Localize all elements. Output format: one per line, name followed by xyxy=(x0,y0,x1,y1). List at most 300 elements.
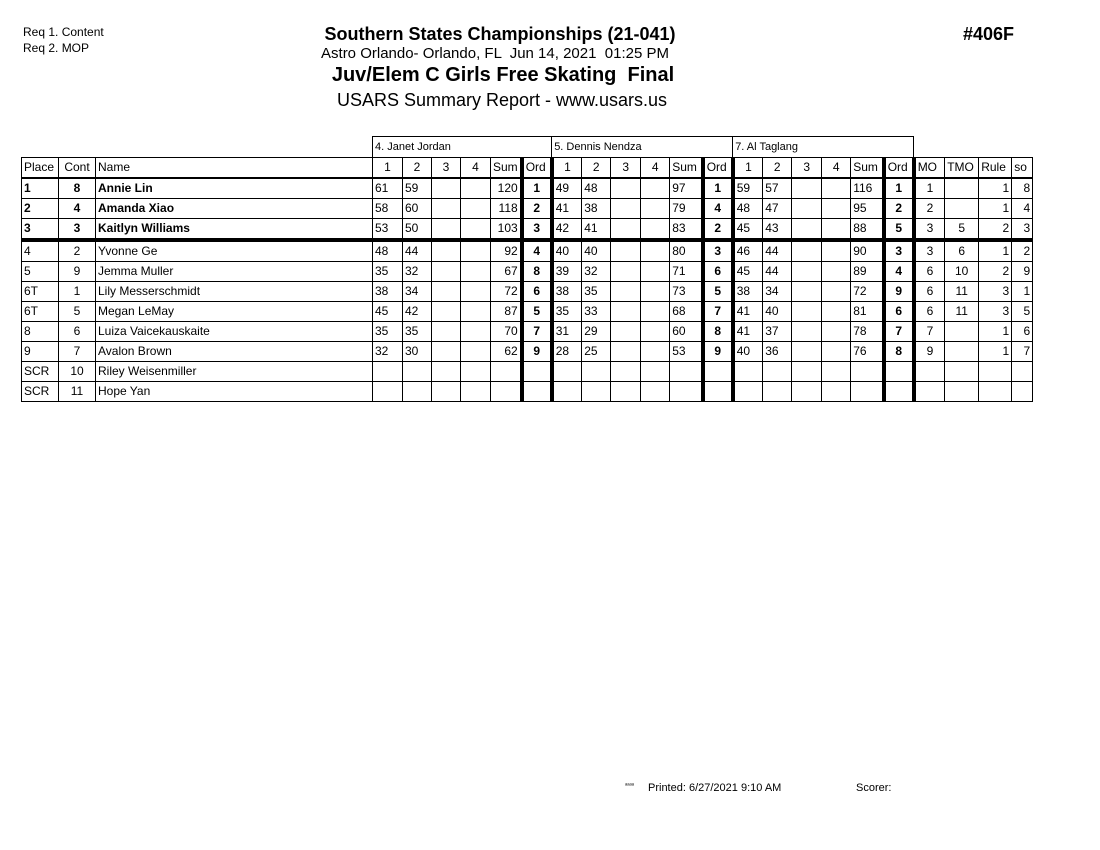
judge-1-ord-cell xyxy=(522,382,552,402)
judge-1-ord-cell: 4 xyxy=(522,240,552,262)
judge-1-score-4-cell xyxy=(461,199,491,219)
place-cell: 9 xyxy=(22,342,59,362)
judge-2-score-1-cell: 41 xyxy=(552,199,582,219)
judge-3-score-3-cell xyxy=(792,178,822,199)
judge-3-score-1-cell: 45 xyxy=(733,219,763,241)
judge-1-score-2-cell: 34 xyxy=(403,282,432,302)
judge-3-score-4-cell xyxy=(822,322,851,342)
judge-1-score-1-cell: 35 xyxy=(373,322,403,342)
rule-cell: 2 xyxy=(979,219,1012,241)
judge-2-score-4-cell xyxy=(641,262,670,282)
judge-1-score-1-cell: 45 xyxy=(373,302,403,322)
judge-2-sum-cell: 83 xyxy=(670,219,703,241)
judge-2-score-3-cell xyxy=(611,240,641,262)
judge-1-score-1-cell: 48 xyxy=(373,240,403,262)
judge-2-score-3-cell xyxy=(611,219,641,241)
judge-3-score-2-cell: 44 xyxy=(763,262,792,282)
judge-3-ord-cell: 9 xyxy=(884,282,914,302)
tmo-cell xyxy=(945,342,979,362)
judge-3-score-2-cell xyxy=(763,382,792,402)
tmo-cell: 5 xyxy=(945,219,979,241)
judge-3-sum-cell: 116 xyxy=(851,178,884,199)
tmo-cell: 11 xyxy=(945,302,979,322)
col-j2-sum: Sum xyxy=(670,158,703,179)
judge-3-score-4-cell xyxy=(822,302,851,322)
judge-2-score-3-cell xyxy=(611,362,641,382)
judge-3-score-3-cell xyxy=(792,342,822,362)
mo-cell: 3 xyxy=(914,219,945,241)
col-tmo: TMO xyxy=(945,158,979,179)
rule-cell: 1 xyxy=(979,322,1012,342)
so-cell: 1 xyxy=(1012,282,1033,302)
judge-1-ord-cell: 3 xyxy=(522,219,552,241)
judge-1-score-3-cell xyxy=(432,282,461,302)
requirement-2: Req 2. MOP xyxy=(23,41,90,55)
judge-3-ord-cell: 5 xyxy=(884,219,914,241)
judge-3-score-1-cell: 48 xyxy=(733,199,763,219)
col-j3-1: 1 xyxy=(733,158,763,179)
judge-1-sum-cell: 118 xyxy=(491,199,522,219)
judge-2-score-3-cell xyxy=(611,342,641,362)
cont-cell: 11 xyxy=(59,382,96,402)
cont-cell: 4 xyxy=(59,199,96,219)
judge-1-sum-cell: 70 xyxy=(491,322,522,342)
judge-3-ord-cell: 2 xyxy=(884,199,914,219)
mo-cell xyxy=(914,362,945,382)
table-row xyxy=(22,240,1033,262)
judge-2-score-2-cell: 38 xyxy=(582,199,611,219)
judge-1-score-4-cell xyxy=(461,240,491,262)
place-cell: 8 xyxy=(22,322,59,342)
judge-1-sum-cell xyxy=(491,382,522,402)
location-datetime: Astro Orlando- Orlando, FL Jun 14, 2021 01:25 PM xyxy=(321,45,669,62)
judge-3-label: 7. Al Taglang xyxy=(733,137,914,158)
judge-1-score-4-cell xyxy=(461,262,491,282)
judge-2-sum-cell: 80 xyxy=(670,240,703,262)
judge-3-score-3-cell xyxy=(792,199,822,219)
judge-1-score-2-cell: 60 xyxy=(403,199,432,219)
judge-1-ord-cell xyxy=(522,362,552,382)
judge-3-sum-cell xyxy=(851,362,884,382)
judge-2-score-1-cell: 35 xyxy=(552,302,582,322)
judge-2-ord-cell: 2 xyxy=(703,219,733,241)
judge-1-score-4-cell xyxy=(461,362,491,382)
judge-3-ord-cell: 4 xyxy=(884,262,914,282)
name-cell: Annie Lin xyxy=(96,178,373,199)
place-cell: 5 xyxy=(22,262,59,282)
judge-3-score-2-cell: 43 xyxy=(763,219,792,241)
place-cell: 6T xyxy=(22,282,59,302)
report-title: USARS Summary Report - www.usars.us xyxy=(336,90,668,110)
tmo-cell xyxy=(945,199,979,219)
judge-2-score-1-cell: 49 xyxy=(552,178,582,199)
judge-3-score-4-cell xyxy=(822,240,851,262)
judge-3-ord-cell xyxy=(884,382,914,402)
judge-3-score-2-cell: 40 xyxy=(763,302,792,322)
judge-1-score-4-cell xyxy=(461,178,491,199)
mo-cell: 2 xyxy=(914,199,945,219)
place-cell: 4 xyxy=(22,240,59,262)
table-row xyxy=(22,302,1033,322)
judge-1-score-3-cell xyxy=(432,382,461,402)
judge-2-ord-cell: 9 xyxy=(703,342,733,362)
rule-cell: 1 xyxy=(979,342,1012,362)
tmo-cell xyxy=(945,178,979,199)
col-j2-2: 2 xyxy=(582,158,611,179)
judge-3-score-3-cell xyxy=(792,382,822,402)
mo-cell: 6 xyxy=(914,262,945,282)
judge-3-score-3-cell xyxy=(792,240,822,262)
col-place: Place xyxy=(22,158,59,179)
judge-1-score-2-cell: 44 xyxy=(403,240,432,262)
judge-3-score-3-cell xyxy=(792,262,822,282)
judge-1-sum-cell: 120 xyxy=(491,178,522,199)
judge-2-score-2-cell: 41 xyxy=(582,219,611,241)
mo-cell: 6 xyxy=(914,302,945,322)
judge-1-score-4-cell xyxy=(461,219,491,241)
judge-3-score-4-cell xyxy=(822,219,851,241)
judge-3-score-1-cell: 45 xyxy=(733,262,763,282)
judge-3-score-2-cell: 44 xyxy=(763,240,792,262)
judge-3-score-2-cell: 34 xyxy=(763,282,792,302)
judge-3-score-1-cell xyxy=(733,382,763,402)
judge-3-score-4-cell xyxy=(822,178,851,199)
judge-3-sum-cell: 95 xyxy=(851,199,884,219)
judge-3-score-2-cell: 57 xyxy=(763,178,792,199)
table-row xyxy=(22,362,1033,382)
col-name: Name xyxy=(96,158,373,179)
rule-cell: 3 xyxy=(979,302,1012,322)
judge-header-row xyxy=(22,137,1033,158)
print-mark: ₐₐₐₐ xyxy=(625,781,634,787)
rule-cell: 1 xyxy=(979,178,1012,199)
judge-3-score-3-cell xyxy=(792,282,822,302)
judge-2-score-4-cell xyxy=(641,219,670,241)
judge-1-score-3-cell xyxy=(432,322,461,342)
judge-1-score-2-cell xyxy=(403,362,432,382)
judge-1-score-2-cell xyxy=(403,382,432,402)
so-cell: 6 xyxy=(1012,322,1033,342)
judge-1-ord-cell: 1 xyxy=(522,178,552,199)
judge-2-score-2-cell: 32 xyxy=(582,262,611,282)
judge-3-score-2-cell xyxy=(763,362,792,382)
judge-2-score-1-cell xyxy=(552,362,582,382)
rule-cell: 3 xyxy=(979,282,1012,302)
judge-1-label: 4. Janet Jordan xyxy=(373,137,552,158)
judge-1-score-3-cell xyxy=(432,240,461,262)
tmo-cell xyxy=(945,362,979,382)
judge-1-score-4-cell xyxy=(461,302,491,322)
cont-cell: 2 xyxy=(59,240,96,262)
cont-cell: 8 xyxy=(59,178,96,199)
cont-cell: 3 xyxy=(59,219,96,241)
judge-1-score-2-cell: 32 xyxy=(403,262,432,282)
judge-2-ord-cell: 6 xyxy=(703,262,733,282)
judge-2-score-3-cell xyxy=(611,262,641,282)
table-row xyxy=(22,199,1033,219)
judge-1-score-1-cell: 35 xyxy=(373,262,403,282)
category-title: Juv/Elem C Girls Free Skating Final xyxy=(331,64,675,86)
judge-3-sum-cell: 88 xyxy=(851,219,884,241)
judge-3-sum-cell: 72 xyxy=(851,282,884,302)
judge-2-score-3-cell xyxy=(611,199,641,219)
judge-2-sum-cell: 73 xyxy=(670,282,703,302)
judge-2-score-2-cell: 35 xyxy=(582,282,611,302)
judge-1-score-3-cell xyxy=(432,262,461,282)
judge-2-score-1-cell: 38 xyxy=(552,282,582,302)
judge-2-sum-cell: 53 xyxy=(670,342,703,362)
col-j1-sum: Sum xyxy=(491,158,522,179)
judge-1-score-1-cell: 58 xyxy=(373,199,403,219)
judge-2-score-4-cell xyxy=(641,302,670,322)
col-j1-3: 3 xyxy=(432,158,461,179)
judge-3-score-2-cell: 36 xyxy=(763,342,792,362)
judge-3-sum-cell: 76 xyxy=(851,342,884,362)
judge-3-score-1-cell: 59 xyxy=(733,178,763,199)
judge-2-ord-cell xyxy=(703,362,733,382)
judge-2-sum-cell xyxy=(670,382,703,402)
judge-1-sum-cell: 103 xyxy=(491,219,522,241)
col-mo: MO xyxy=(914,158,945,179)
judge-2-score-4-cell xyxy=(641,178,670,199)
judge-1-score-3-cell xyxy=(432,342,461,362)
col-j2-1: 1 xyxy=(552,158,582,179)
cont-cell: 5 xyxy=(59,302,96,322)
judge-1-sum-cell xyxy=(491,362,522,382)
table-row xyxy=(22,342,1033,362)
judge-3-ord-cell: 1 xyxy=(884,178,914,199)
name-cell: Megan LeMay xyxy=(96,302,373,322)
judge-2-sum-cell: 79 xyxy=(670,199,703,219)
judge-3-ord-cell: 8 xyxy=(884,342,914,362)
judge-3-score-3-cell xyxy=(792,362,822,382)
judge-2-score-3-cell xyxy=(611,178,641,199)
judge-2-score-2-cell: 40 xyxy=(582,240,611,262)
table-row xyxy=(22,282,1033,302)
scorer-label: Scorer: xyxy=(856,782,892,794)
mo-cell xyxy=(914,382,945,402)
so-cell: 4 xyxy=(1012,199,1033,219)
judge-1-sum-cell: 72 xyxy=(491,282,522,302)
judge-2-score-1-cell: 40 xyxy=(552,240,582,262)
judge-3-score-4-cell xyxy=(822,382,851,402)
judge-1-ord-cell: 7 xyxy=(522,322,552,342)
judge-1-score-4-cell xyxy=(461,322,491,342)
cont-cell: 9 xyxy=(59,262,96,282)
judge-1-score-2-cell: 42 xyxy=(403,302,432,322)
judge-1-score-3-cell xyxy=(432,362,461,382)
judge-3-ord-cell xyxy=(884,362,914,382)
judge-2-score-3-cell xyxy=(611,302,641,322)
judge-3-score-2-cell: 37 xyxy=(763,322,792,342)
judge-2-ord-cell: 8 xyxy=(703,322,733,342)
judge-2-sum-cell xyxy=(670,362,703,382)
judge-2-ord-cell: 4 xyxy=(703,199,733,219)
col-j1-1: 1 xyxy=(373,158,403,179)
cont-cell: 7 xyxy=(59,342,96,362)
judge-3-ord-cell: 6 xyxy=(884,302,914,322)
so-cell: 7 xyxy=(1012,342,1033,362)
rule-cell: 1 xyxy=(979,240,1012,262)
mo-cell: 1 xyxy=(914,178,945,199)
tmo-cell xyxy=(945,382,979,402)
judge-2-label: 5. Dennis Nendza xyxy=(552,137,733,158)
judge-3-score-2-cell: 47 xyxy=(763,199,792,219)
judge-2-score-1-cell: 31 xyxy=(552,322,582,342)
judge-1-score-2-cell: 50 xyxy=(403,219,432,241)
place-cell: 1 xyxy=(22,178,59,199)
judge-3-score-1-cell: 41 xyxy=(733,302,763,322)
tmo-cell: 10 xyxy=(945,262,979,282)
col-j1-2: 2 xyxy=(403,158,432,179)
name-cell: Kaitlyn Williams xyxy=(96,219,373,241)
judge-3-score-4-cell xyxy=(822,362,851,382)
judge-2-score-2-cell: 33 xyxy=(582,302,611,322)
judge-2-score-4-cell xyxy=(641,362,670,382)
judge-3-score-1-cell: 41 xyxy=(733,322,763,342)
judge-1-ord-cell: 9 xyxy=(522,342,552,362)
judge-3-score-4-cell xyxy=(822,262,851,282)
tmo-cell: 6 xyxy=(945,240,979,262)
rule-cell xyxy=(979,382,1012,402)
judge-1-sum-cell: 67 xyxy=(491,262,522,282)
so-cell: 2 xyxy=(1012,240,1033,262)
judge-2-score-2-cell: 48 xyxy=(582,178,611,199)
tmo-cell xyxy=(945,322,979,342)
judge-1-sum-cell: 62 xyxy=(491,342,522,362)
judge-2-score-4-cell xyxy=(641,240,670,262)
col-j3-2: 2 xyxy=(763,158,792,179)
judge-3-sum-cell: 81 xyxy=(851,302,884,322)
requirement-1: Req 1. Content xyxy=(23,25,104,39)
judge-1-score-3-cell xyxy=(432,302,461,322)
judge-2-score-2-cell: 25 xyxy=(582,342,611,362)
judge-3-sum-cell: 78 xyxy=(851,322,884,342)
judge-3-score-1-cell: 40 xyxy=(733,342,763,362)
col-rule: Rule xyxy=(979,158,1012,179)
judge-1-score-4-cell xyxy=(461,382,491,402)
col-j3-4: 4 xyxy=(822,158,851,179)
mo-cell: 6 xyxy=(914,282,945,302)
judge-1-score-1-cell xyxy=(373,382,403,402)
judge-2-sum-cell: 68 xyxy=(670,302,703,322)
judge-3-score-3-cell xyxy=(792,322,822,342)
judge-2-ord-cell xyxy=(703,382,733,402)
cont-cell: 1 xyxy=(59,282,96,302)
judge-2-ord-cell: 3 xyxy=(703,240,733,262)
rule-cell: 1 xyxy=(979,199,1012,219)
so-cell: 9 xyxy=(1012,262,1033,282)
judge-3-sum-cell: 90 xyxy=(851,240,884,262)
so-cell xyxy=(1012,362,1033,382)
judge-2-ord-cell: 7 xyxy=(703,302,733,322)
judge-1-score-1-cell: 61 xyxy=(373,178,403,199)
judge-3-sum-cell xyxy=(851,382,884,402)
name-cell: Jemma Muller xyxy=(96,262,373,282)
event-code: #406F xyxy=(963,24,1015,44)
so-cell: 8 xyxy=(1012,178,1033,199)
mo-cell: 9 xyxy=(914,342,945,362)
judge-3-score-1-cell: 38 xyxy=(733,282,763,302)
so-cell xyxy=(1012,382,1033,402)
judge-2-ord-cell: 5 xyxy=(703,282,733,302)
judge-3-score-4-cell xyxy=(822,199,851,219)
judge-1-score-4-cell xyxy=(461,282,491,302)
judge-3-score-1-cell: 46 xyxy=(733,240,763,262)
judge-1-sum-cell: 87 xyxy=(491,302,522,322)
judge-1-score-3-cell xyxy=(432,199,461,219)
results-table xyxy=(21,136,1033,402)
rule-cell: 2 xyxy=(979,262,1012,282)
judge-1-score-1-cell: 53 xyxy=(373,219,403,241)
name-cell: Yvonne Ge xyxy=(96,240,373,262)
judge-2-score-1-cell: 39 xyxy=(552,262,582,282)
judge-2-score-2-cell xyxy=(582,382,611,402)
judge-1-score-2-cell: 59 xyxy=(403,178,432,199)
cont-cell: 10 xyxy=(59,362,96,382)
judge-2-score-1-cell xyxy=(552,382,582,402)
judge-2-sum-cell: 97 xyxy=(670,178,703,199)
col-j1-4: 4 xyxy=(461,158,491,179)
name-cell: Lily Messerschmidt xyxy=(96,282,373,302)
so-cell: 5 xyxy=(1012,302,1033,322)
name-cell: Amanda Xiao xyxy=(96,199,373,219)
judge-1-ord-cell: 5 xyxy=(522,302,552,322)
table-row xyxy=(22,178,1033,199)
judge-3-score-3-cell xyxy=(792,302,822,322)
judge-3-ord-cell: 3 xyxy=(884,240,914,262)
judge-3-sum-cell: 89 xyxy=(851,262,884,282)
tmo-cell: 11 xyxy=(945,282,979,302)
judge-2-sum-cell: 71 xyxy=(670,262,703,282)
judge-1-score-2-cell: 30 xyxy=(403,342,432,362)
name-cell: Riley Weisenmiller xyxy=(96,362,373,382)
place-cell: 2 xyxy=(22,199,59,219)
judge-2-score-4-cell xyxy=(641,342,670,362)
judge-1-ord-cell: 2 xyxy=(522,199,552,219)
judge-2-sum-cell: 60 xyxy=(670,322,703,342)
judge-3-score-4-cell xyxy=(822,282,851,302)
judge-1-score-1-cell xyxy=(373,362,403,382)
judge-2-score-3-cell xyxy=(611,382,641,402)
so-cell: 3 xyxy=(1012,219,1033,241)
place-cell: SCR xyxy=(22,362,59,382)
cont-cell: 6 xyxy=(59,322,96,342)
place-cell: SCR xyxy=(22,382,59,402)
name-cell: Avalon Brown xyxy=(96,342,373,362)
judge-1-score-1-cell: 32 xyxy=(373,342,403,362)
name-cell: Luiza Vaicekauskaite xyxy=(96,322,373,342)
mo-cell: 7 xyxy=(914,322,945,342)
judge-2-score-4-cell xyxy=(641,382,670,402)
rule-cell xyxy=(979,362,1012,382)
col-so: so xyxy=(1012,158,1033,179)
col-j2-3: 3 xyxy=(611,158,641,179)
judge-2-score-4-cell xyxy=(641,199,670,219)
col-j3-3: 3 xyxy=(792,158,822,179)
judge-3-ord-cell: 7 xyxy=(884,322,914,342)
event-title: Southern States Championships (21-041) xyxy=(324,24,676,44)
judge-2-score-2-cell xyxy=(582,362,611,382)
table-row xyxy=(22,322,1033,342)
place-cell: 3 xyxy=(22,219,59,241)
judge-2-score-1-cell: 28 xyxy=(552,342,582,362)
mo-cell: 3 xyxy=(914,240,945,262)
column-header-row xyxy=(22,158,1033,179)
col-j3-ord: Ord xyxy=(884,158,914,179)
judge-2-score-2-cell: 29 xyxy=(582,322,611,342)
judge-1-score-3-cell xyxy=(432,178,461,199)
